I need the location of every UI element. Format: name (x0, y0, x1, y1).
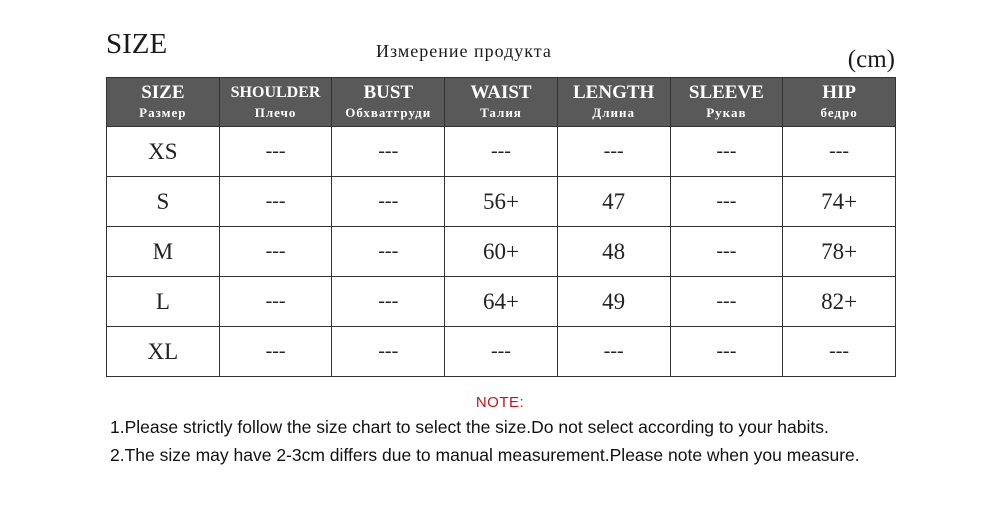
size-cell: S (107, 177, 220, 227)
size-cell: M (107, 227, 220, 277)
sleeve-cell: --- (670, 127, 783, 177)
unit-label: (cm) (847, 46, 895, 73)
bust-cell: --- (332, 227, 445, 277)
column-header-sublabel: бедро (820, 105, 858, 120)
length-cell: 48 (557, 227, 670, 277)
length-cell: --- (557, 127, 670, 177)
page-title: SIZE (106, 28, 168, 60)
bust-cell: --- (332, 177, 445, 227)
column-header-sublabel: Рукав (706, 105, 747, 120)
sleeve-cell: --- (670, 277, 783, 327)
shoulder-cell: --- (219, 127, 332, 177)
column-header-sublabel: Обхватгруди (345, 105, 432, 120)
column-header-size (107, 78, 220, 127)
length-cell: 49 (557, 277, 670, 327)
column-header-label: LENGTH (573, 82, 655, 103)
shoulder-cell: --- (219, 277, 332, 327)
column-header-label: SLEEVE (688, 82, 764, 103)
note-line-2: 2.The size may have 2-3cm differs due to manual measurement.Please note when you measure. (110, 445, 860, 465)
column-header-label: SIZE (141, 82, 185, 103)
waist-cell: 64+ (445, 277, 558, 327)
column-header-sublabel: Длина (592, 105, 636, 120)
table-row (107, 277, 896, 327)
column-header-label: BUST (363, 82, 414, 103)
bust-cell: --- (332, 327, 445, 377)
column-header-sublabel: Талия (480, 105, 522, 120)
shoulder-cell: --- (219, 227, 332, 277)
note-line-1: 1.Please strictly follow the size chart to select the size.Do not select according to your habits. (110, 417, 829, 437)
bust-cell: --- (332, 127, 445, 177)
hip-cell: 74+ (783, 177, 896, 227)
table-row (107, 127, 896, 177)
size-chart-table (106, 77, 896, 377)
column-header-bust (332, 78, 445, 127)
sleeve-cell: --- (670, 177, 783, 227)
page-subtitle: Измерение продукта (376, 41, 552, 61)
column-header-waist (445, 78, 558, 127)
column-header-label: HIP (822, 82, 856, 103)
waist-cell: --- (445, 327, 558, 377)
column-header-sleeve (670, 78, 783, 127)
length-cell: 47 (557, 177, 670, 227)
column-header-shoulder (219, 78, 332, 127)
hip-cell: --- (783, 127, 896, 177)
hip-cell: 82+ (783, 277, 896, 327)
size-cell: L (107, 277, 220, 327)
column-header-label: WAIST (470, 82, 532, 103)
sleeve-cell: --- (670, 227, 783, 277)
size-cell: XL (107, 327, 220, 377)
sleeve-cell: --- (670, 327, 783, 377)
column-header-label: SHOULDER (230, 84, 321, 101)
column-header-hip (783, 78, 896, 127)
hip-cell: --- (783, 327, 896, 377)
table-header-row (107, 78, 896, 127)
length-cell: --- (557, 327, 670, 377)
note-label: NOTE: (475, 394, 525, 411)
waist-cell: 60+ (445, 227, 558, 277)
table-row (107, 227, 896, 277)
shoulder-cell: --- (219, 327, 332, 377)
hip-cell: 78+ (783, 227, 896, 277)
column-header-sublabel: Плечо (254, 105, 297, 120)
waist-cell: --- (445, 127, 558, 177)
table-row (107, 327, 896, 377)
size-cell: XS (107, 127, 220, 177)
waist-cell: 56+ (445, 177, 558, 227)
column-header-sublabel: Размер (139, 105, 187, 120)
bust-cell: --- (332, 277, 445, 327)
column-header-length (557, 78, 670, 127)
shoulder-cell: --- (219, 177, 332, 227)
table-row (107, 177, 896, 227)
